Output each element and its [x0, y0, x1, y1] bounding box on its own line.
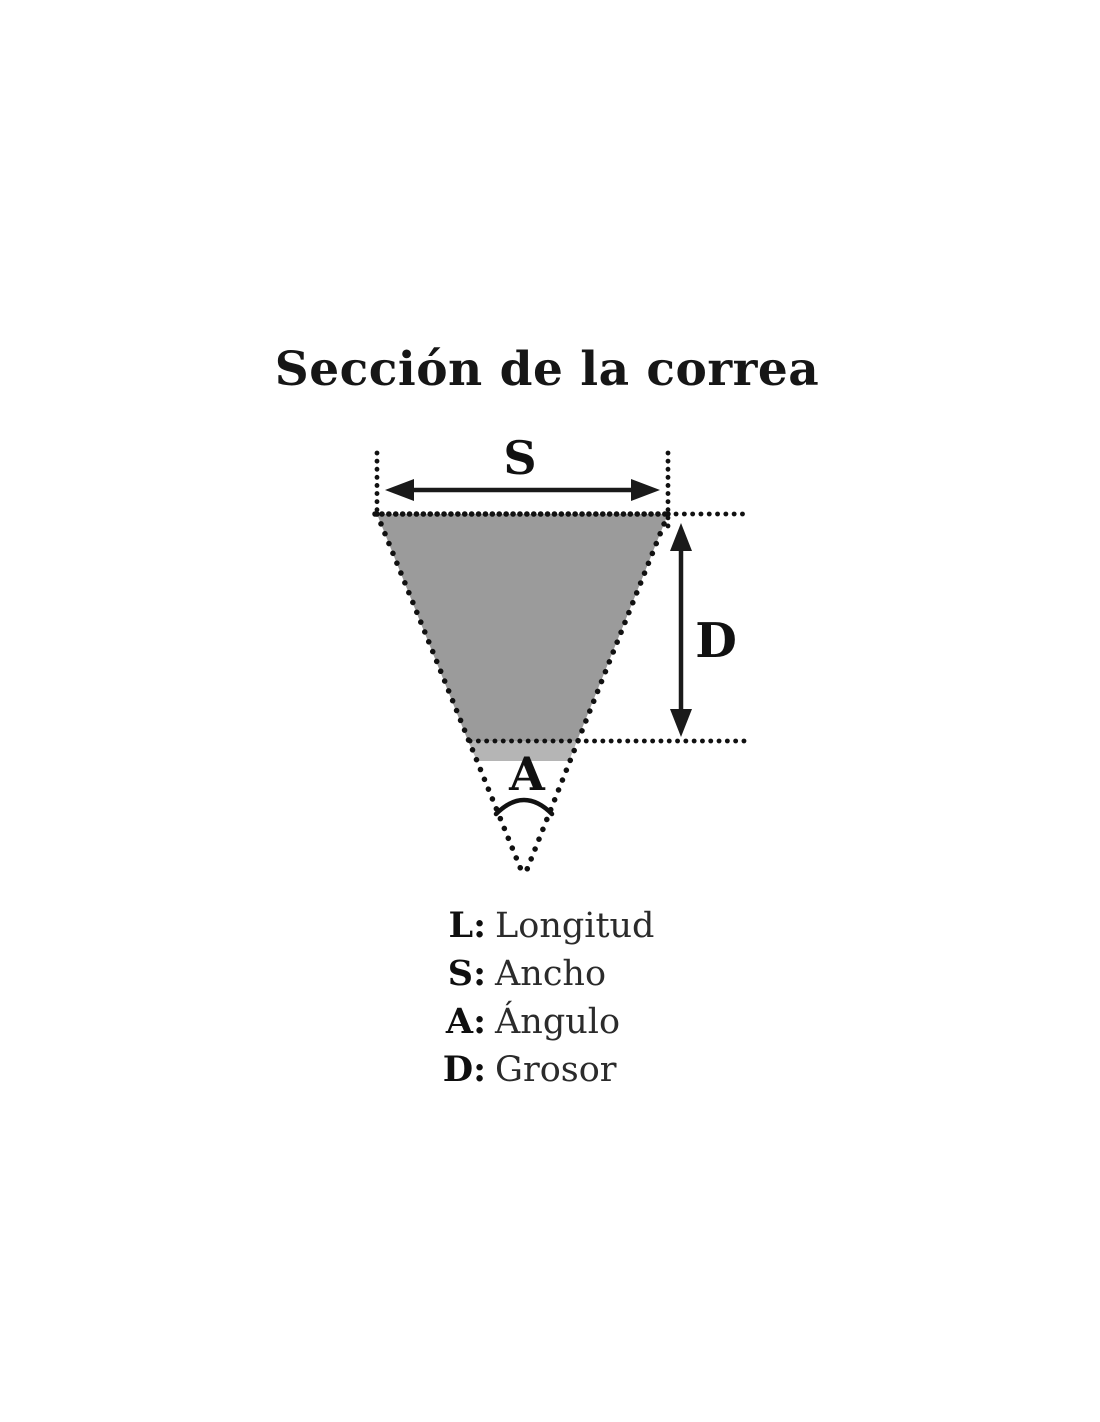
depth-label: D — [695, 613, 737, 669]
belt-cross-section-fill — [377, 514, 668, 741]
angle-arc — [496, 800, 552, 814]
legend-key: L: — [448, 905, 486, 946]
legend-key: A: — [445, 1001, 486, 1042]
legend-key: S: — [447, 953, 486, 994]
legend-value: Ancho — [495, 954, 607, 994]
width-label: S — [503, 431, 537, 485]
diagram-title: Sección de la correa — [274, 342, 820, 397]
legend-value: Longitud — [495, 906, 655, 946]
legend-value: Grosor — [495, 1050, 617, 1090]
angle-label: A — [509, 747, 545, 801]
depth-arrow — [670, 523, 692, 737]
legend — [398, 902, 654, 1094]
legend-value: Ángulo — [495, 1002, 621, 1042]
legend-key: D: — [442, 1049, 486, 1090]
